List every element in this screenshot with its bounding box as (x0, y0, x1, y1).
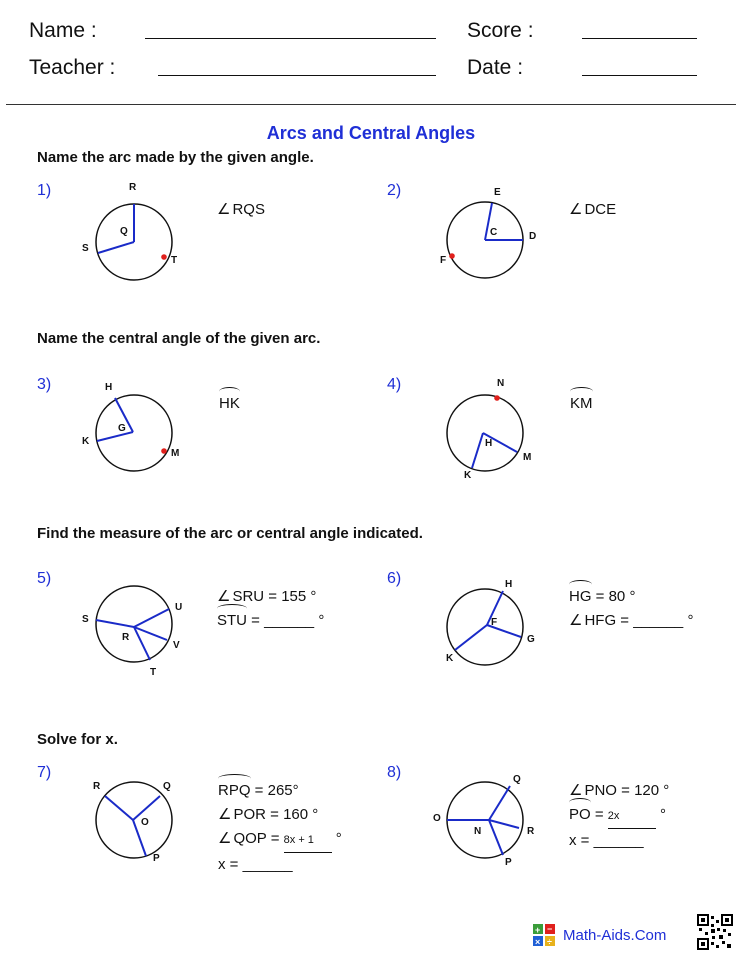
problem-3-number: 3) (37, 376, 52, 393)
p8-expression-blank: 2x (608, 804, 656, 829)
p1-angle-name: RQS (232, 201, 265, 218)
problem-1-number: 1) (37, 182, 52, 199)
p5-label-r: R (122, 632, 130, 643)
p4-label-m: M (523, 452, 532, 463)
p4-label-n: N (497, 378, 505, 389)
p5-label-s: S (82, 614, 89, 625)
p1-label-t: T (171, 255, 178, 266)
angle-symbol-icon: ∠ (569, 201, 583, 218)
p7-label-o: O (141, 817, 149, 828)
p5-label-t: T (150, 667, 157, 678)
p2-label-f: F (440, 255, 447, 266)
p2-point-f (449, 253, 455, 259)
p6-label-f: F (491, 617, 498, 628)
p4-label-h: H (485, 438, 493, 449)
p2-label-d: D (529, 231, 537, 242)
date-label: Date : (467, 56, 524, 79)
svg-text:×: × (535, 937, 541, 946)
p8-label-q: Q (513, 774, 521, 785)
problem-4-number: 4) (387, 376, 402, 393)
p1-radius-s (98, 242, 134, 253)
problem-4-diagram (447, 378, 531, 481)
p7-radius-r (105, 796, 133, 820)
arc-symbol-icon (218, 774, 251, 783)
problem-2-diagram (440, 187, 536, 278)
problem-8-question: ∠ PNO = 120 ° PO = 2x ° x = ______ (569, 779, 669, 853)
calculator-grid-icon (533, 924, 555, 946)
p1-point-t (161, 254, 167, 260)
problem-8-number: 8) (387, 764, 402, 781)
problem-7-question: RPQ = 265° ∠ POR = 160 ° ∠ QOP = 8x + 1 ° x = ______ (218, 779, 342, 877)
angle-symbol-icon: ∠ (218, 830, 232, 847)
p8-label-p: P (505, 857, 512, 868)
arc-symbol-icon (569, 798, 591, 807)
arc-symbol-icon (219, 387, 240, 396)
p3-label-m: M (171, 448, 180, 459)
angle-symbol-icon: ∠ (217, 201, 231, 218)
problem-1-diagram (82, 182, 177, 280)
p5-radius-u (134, 609, 169, 627)
p5-label-v: V (173, 640, 180, 651)
p5-answer-blank[interactable]: = ______ ° (247, 612, 325, 629)
svg-text:÷: ÷ (547, 937, 552, 946)
p3-circle (96, 395, 172, 471)
p7-expression-blank: 8x + 1 (284, 828, 332, 853)
p5-chord-s (96, 620, 134, 627)
p8-label-o: O (433, 813, 441, 824)
p8-radius-p (489, 820, 503, 855)
p8-radius-q (489, 786, 510, 820)
arc-symbol-icon (217, 604, 247, 613)
problem-1-question (217, 198, 265, 222)
problem-3-diagram (82, 382, 179, 471)
p6-label-h: H (505, 579, 513, 590)
section-instruction-2: Name the central angle of the given arc. (37, 330, 321, 347)
angle-symbol-icon: ∠ (569, 782, 583, 799)
p1-label-s: S (82, 243, 89, 254)
p6-label-k: K (446, 653, 454, 664)
p5-circle (96, 586, 172, 662)
angle-symbol-icon: ∠ (218, 806, 232, 823)
problem-2-question (569, 198, 616, 222)
p8-label-n: N (474, 826, 482, 837)
p7-answer-blank[interactable]: x = ______ (218, 856, 293, 873)
p6-label-g: G (527, 634, 535, 645)
p3-label-g: G (118, 423, 126, 434)
p7-label-q: Q (163, 781, 171, 792)
section-instruction-1: Name the arc made by the given angle. (37, 149, 314, 166)
problem-8-diagram (433, 774, 535, 868)
p1-label-q: Q (120, 226, 128, 237)
problem-7-number: 7) (37, 764, 52, 781)
p4-label-k: K (464, 470, 472, 481)
problem-3-question (219, 392, 240, 416)
p3-point-m (161, 448, 167, 454)
p2-angle-name: DCE (584, 201, 617, 218)
problem-6-number: 6) (387, 570, 402, 587)
p1-label-r: R (129, 182, 137, 193)
p2-label-e: E (494, 187, 501, 198)
p4-radius-k (472, 433, 483, 468)
footer-brand: Math-Aids.Com (563, 927, 667, 944)
problem-6-diagram (446, 579, 535, 665)
p7-label-r: R (93, 781, 101, 792)
p8-answer-blank[interactable]: x = ______ (569, 832, 644, 849)
p4-point-n (494, 395, 500, 401)
name-label: Name : (29, 19, 97, 42)
p6-radius-k (455, 625, 487, 650)
teacher-label: Teacher : (29, 56, 116, 79)
problem-7-diagram (93, 781, 172, 864)
arc-symbol-icon (570, 387, 593, 396)
p3-label-h: H (105, 382, 113, 393)
qr-code-icon (697, 914, 733, 950)
p5-label-u: U (175, 602, 183, 613)
problem-5-diagram (82, 586, 182, 678)
angle-symbol-icon: ∠ (217, 588, 231, 605)
p2-label-c: C (490, 227, 498, 238)
angle-symbol-icon: ∠ (569, 612, 583, 629)
p7-label-p: P (153, 853, 160, 864)
section-instruction-4: Solve for x. (37, 731, 118, 748)
p3-label-k: K (82, 436, 90, 447)
score-label: Score : (467, 19, 534, 42)
p8-radius-r (489, 820, 519, 828)
problem-5-question: ∠ SRU = 155 ° STU = ______ ° (217, 585, 324, 633)
p4-arc-name: KM (570, 392, 593, 416)
p8-label-r: R (527, 826, 535, 837)
svg-text:+: + (535, 925, 541, 935)
problem-5-number: 5) (37, 570, 52, 587)
section-instruction-3: Find the measure of the arc or central angle indicated. (37, 525, 423, 542)
p3-arc-name: HK (219, 392, 240, 416)
arc-symbol-icon (569, 580, 592, 589)
problem-6-question: HG = 80 ° ∠ HFG = ______ ° (569, 585, 693, 633)
p6-answer-blank[interactable]: = ______ ° (616, 612, 694, 629)
problem-4-question (570, 392, 593, 416)
svg-text:−: − (547, 924, 553, 934)
problem-2-number: 2) (387, 182, 402, 199)
p3-radius-k (97, 432, 133, 441)
worksheet-title: Arcs and Central Angles (266, 123, 476, 143)
